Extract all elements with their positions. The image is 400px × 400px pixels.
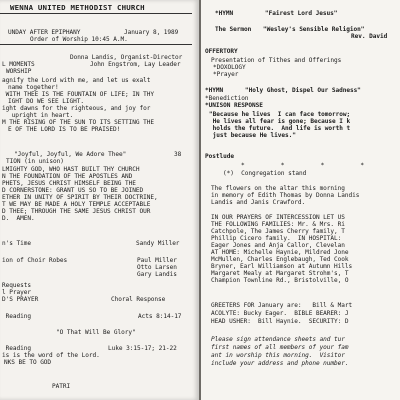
call-line: IGHT DO WE SEE LIGHT.: [8, 98, 84, 105]
intercession-line: Bryner, Earl Williamson at Autumn Hills: [211, 263, 353, 270]
thanks-be-to-god: NKS BE TO GOD: [4, 359, 52, 366]
response-line: "Because he lives I can face tomorrow;: [209, 111, 351, 118]
response-line: He lives all fear is gone; Because I k: [209, 118, 351, 125]
closing-note-line: ant in worship this morning. Visitor: [211, 352, 345, 359]
hymn-label: *HYMN: [215, 10, 234, 17]
prayer-line: D CORNERSTONE: GRANT US SO TO BE JOINED: [2, 187, 144, 194]
offertory-item: *DOXOLOGY: [213, 64, 246, 71]
worship-label: WORSHIP: [6, 68, 32, 75]
offertory-label: OFFERTORY: [205, 48, 238, 55]
sermon-label: The Sermon: [215, 26, 252, 33]
moments-label: L MOMENTS: [2, 61, 35, 68]
intercession-line: THE FOLLOWING FAMILIES: Mr. & Mrs. Ri: [211, 221, 345, 228]
closing-note-line: include your address and phone number.: [211, 360, 349, 367]
anthem-title: "O That Will Be Glory": [56, 329, 136, 336]
intercession-line: Catchpole, The James Cherry family, T: [211, 228, 345, 235]
choir-name: Gary Landis: [137, 271, 177, 278]
left-page: [0, 0, 199, 400]
call-line: name together!: [8, 84, 59, 91]
organist-line: Donna Landis, Organist-Director: [70, 54, 183, 61]
intercession-line: IN OUR PRAYERS OF INTERCESSION LET US: [211, 214, 345, 221]
choir-robes: ion of Choir Robes: [2, 257, 68, 264]
lay-leader-line: John Engstrom, Lay Leader: [90, 61, 181, 68]
pastoral-prayer: l Prayer: [2, 289, 31, 296]
usher-line: HEAD USHER: Bill Haynie. SECURITY: D: [211, 318, 349, 325]
intercession-line: Champion Townline Rd., Bristolville, O: [211, 277, 349, 284]
hymn-title: "Holy Ghost, Dispel Our Sadness": [245, 87, 361, 94]
first-reading: Reading: [2, 313, 31, 320]
intercession-line: AT HOME: Michelle Haynie, Mildred Jone: [211, 249, 349, 256]
title-divider: [0, 13, 192, 14]
acolyte-line: ACOLYTE: Bucky Eager. BIBLE BEARER: J: [211, 310, 349, 317]
prayer-line: N THE FOUNDATION OF THE APOSTLES AND: [2, 173, 133, 180]
benediction: *Benediction: [205, 95, 249, 102]
section-bullets: * * * *: [241, 162, 365, 169]
sermon-preacher: Rev. David: [351, 33, 388, 40]
call-line: ight dawns for the righteous, and joy for: [2, 105, 151, 112]
congregation-stand-note: (*) Congregation stand: [223, 170, 307, 177]
childrens-time: n's Time: [2, 240, 31, 247]
flowers-line: in memory of Edith Thomas by Donna Landis: [211, 192, 360, 199]
flowers-line: The flowers on the altar this morning: [211, 185, 345, 192]
flowers-line: Landis and Janis Crawford.: [211, 199, 306, 206]
lords-prayer: D'S PRAYER: [2, 296, 39, 303]
word-of-lord: is is the word of the Lord.: [2, 352, 100, 359]
opening-hymn: "Joyful, Joyful, We Adore Thee": [14, 151, 127, 158]
order-of-worship: Order of Worship 10:45 A.M.: [30, 36, 128, 43]
hymn-title: "Fairest Lord Jesus": [265, 10, 338, 17]
gloria-patri: PATRI: [52, 383, 71, 390]
church-title: WENNA UNITED METHODIST CHURCH: [10, 3, 145, 12]
response-line: holds the future. And life is worth t: [209, 125, 351, 132]
sunday-label: UNDAY AFTER EPIPHANY: [8, 29, 81, 36]
first-reading-ref: Acts 8:14-17: [138, 313, 182, 320]
call-line: WITH THEE IS THE FOUNTAIN OF LIFE; IN THY: [2, 91, 154, 98]
sermon-title: "Wesley's Sensible Religion": [263, 26, 365, 33]
prayer-line: LMIGHTY GOD, WHO HAST BUILT THY CHURCH: [2, 166, 140, 173]
childrens-leader: Sandy Miller: [136, 240, 180, 247]
prayer-line: D. AMEN.: [2, 215, 35, 222]
hymn-label: *HYMN: [205, 87, 224, 94]
prayer-requests: Requests: [2, 282, 31, 289]
postlude-label: Postlude: [205, 153, 234, 160]
unison-note: TION (in unison): [6, 158, 64, 165]
choir-name: Paul Miller: [137, 257, 177, 264]
intercession-line: McMullen, Charles Englebaugh, Ted Cook: [211, 256, 349, 263]
closing-note-line: first names of all members of your fam: [211, 344, 349, 351]
order-divider: [0, 44, 192, 45]
second-reading: Reading: [2, 345, 31, 352]
greeters-line: GREETERS FOR January are: Bill & Mart: [211, 302, 353, 309]
prayer-line: ETHER IN UNITY OF SPIRIT BY THEIR DOCTRINE,: [2, 194, 158, 201]
prayer-line: T WE MAY BE MADE A HOLY TEMPLE ACCEPTABLE: [2, 201, 151, 208]
choral-response: Choral Response: [111, 296, 166, 303]
choir-name: Otto Larsen: [137, 264, 177, 271]
offertory-item: Presentation of Tithes and Offerings: [211, 57, 342, 64]
offertory-item: *Prayer: [213, 71, 239, 78]
intercession-line: Phillip Cicero family. IN HOSPITAL:: [211, 235, 342, 242]
intercession-line: Eager Jones and Anja Callor, Clevelan: [211, 242, 345, 249]
service-date: January 8, 1989: [124, 29, 179, 36]
second-reading-ref: Luke 3:15-17; 21-22: [108, 345, 177, 352]
call-line: agnify the Lord with me, and let us exalt: [2, 77, 151, 84]
unison-response-label: *UNISON RESPONSE: [205, 102, 263, 109]
call-line: E OF THE LORD IS TO BE PRAISED!: [8, 126, 121, 133]
prayer-line: D THEE; THROUGH THE SAME JESUS CHRIST OUR: [2, 208, 151, 215]
intercession-line: Margaret Mealy at Margaret Strohm's, T: [211, 270, 349, 277]
call-line: upright in heart.: [8, 112, 74, 119]
prayer-line: PHETS, JESUS CHRIST HIMSELF BEING THE: [2, 180, 136, 187]
closing-note-line: Please sign attendance sheets and tur: [211, 336, 345, 343]
call-line: M THE RISING OF THE SUN TO ITS SETTING THE: [2, 119, 154, 126]
right-page: [201, 0, 400, 400]
opening-hymn-number: 38: [174, 151, 182, 158]
response-line: just because He lives.": [209, 132, 296, 139]
